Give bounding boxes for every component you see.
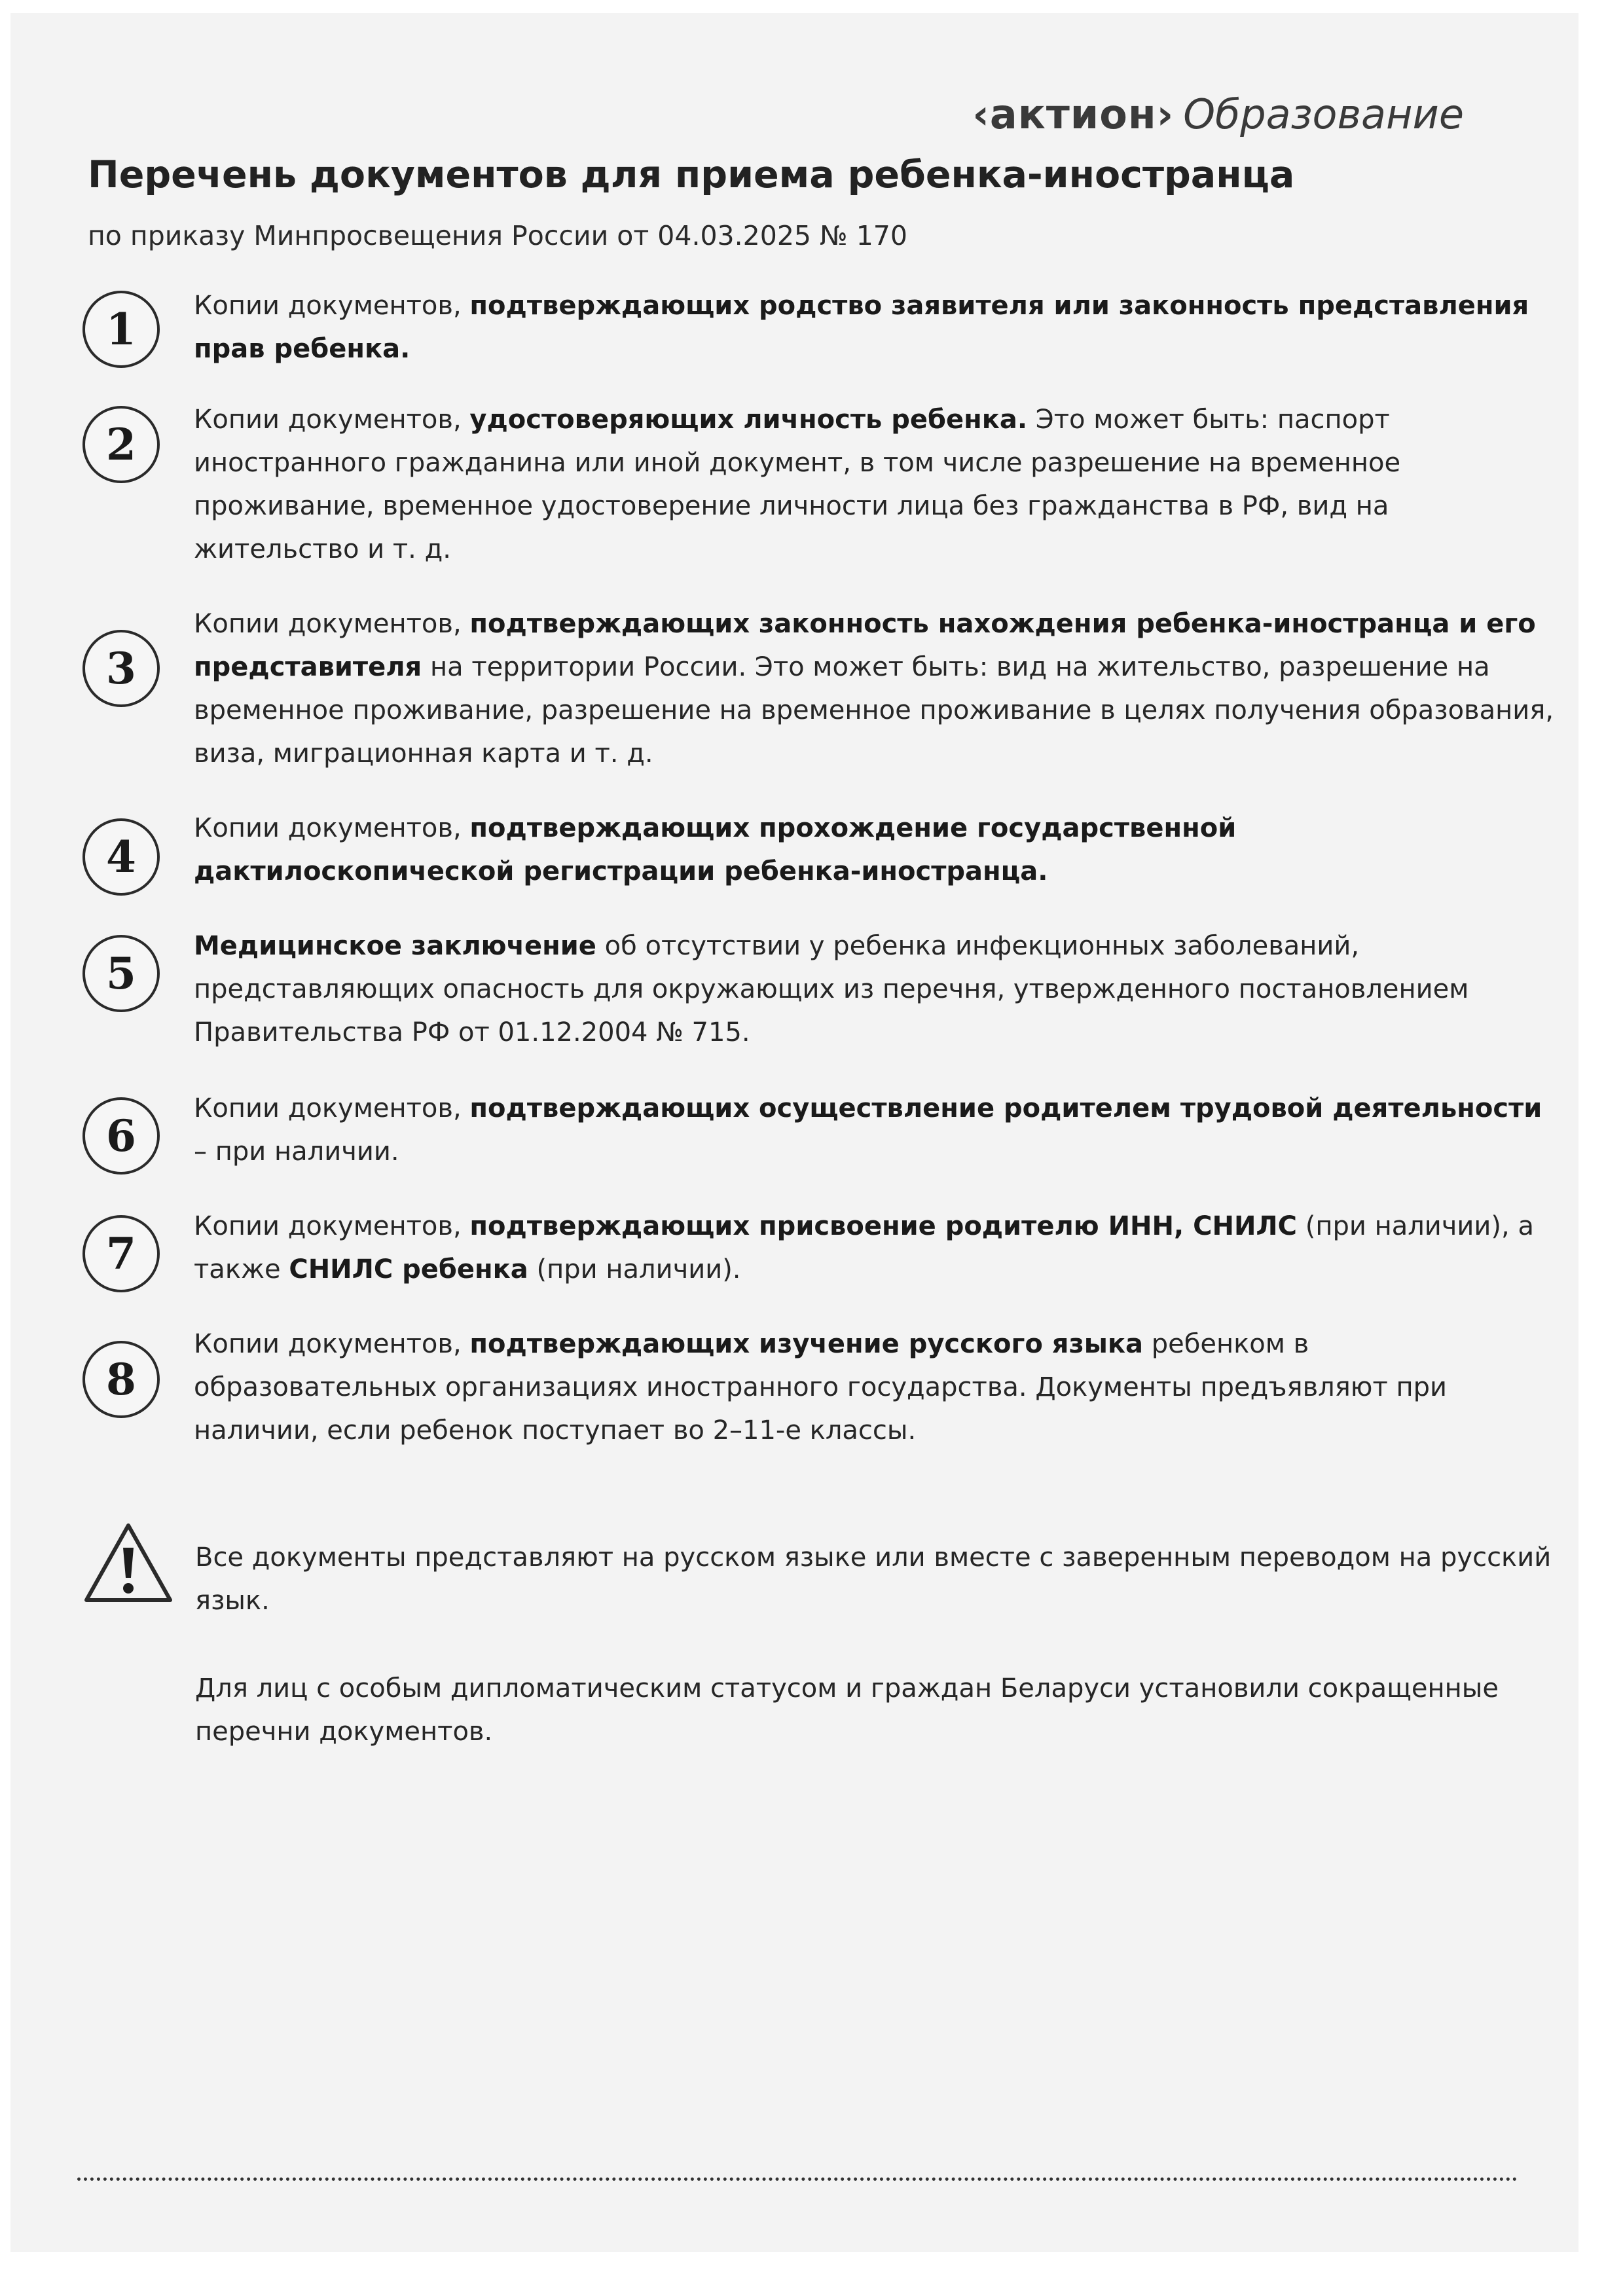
- document-sheet: [10, 13, 1578, 2252]
- item-bold: подтверждающих осуществление родителем трудовой деятельности: [469, 1093, 1542, 1123]
- warning-icon: [82, 1520, 174, 1605]
- item-prefix: Копии документов,: [194, 1093, 470, 1123]
- number-badge-3: 3: [82, 630, 160, 707]
- item-prefix: Копии документов,: [194, 609, 470, 639]
- number-badge-7: 7: [82, 1215, 160, 1292]
- item-prefix: Копии документов,: [194, 1329, 470, 1359]
- item-prefix: Копии документов,: [194, 291, 470, 321]
- number-badge-1: 1: [82, 291, 160, 368]
- number-badge-2: 2: [82, 406, 160, 483]
- number-badge-4: 4: [82, 818, 160, 896]
- item-suffix: (при наличии).: [528, 1254, 741, 1285]
- list-item-text-1: [194, 284, 1556, 371]
- item-suffix: Это может быть: паспорт иностранного гражданина или иной документ, в том числе разрешение на временное проживание, временное удостоверение личности лица без гражданства в РФ, вид на жительство и т. д.: [194, 405, 1401, 564]
- brand-name: ‹актион›: [972, 90, 1175, 138]
- list-item-text-2: [194, 398, 1556, 571]
- item-prefix: Копии документов,: [194, 1211, 470, 1241]
- page-title: Перечень документов для приема ребенка-иностранца: [88, 153, 1295, 196]
- number-badge-6: 6: [82, 1097, 160, 1175]
- item-suffix: ребенком в образовательных организациях иностранного государства. Документы предъявляют при наличии, если ребенок поступает во 2–11-е классы.: [194, 1329, 1448, 1446]
- item-prefix: Копии документов,: [194, 813, 470, 843]
- item-bold: подтверждающих прохождение государственной дактилоскопической регистрации ребенка-иностранца.: [194, 813, 1237, 886]
- list-item-text-3: [194, 602, 1556, 775]
- item-bold: подтверждающих присвоение родителю ИНН, СНИЛС: [469, 1211, 1297, 1241]
- list-item-text-8: [194, 1322, 1556, 1452]
- item-bold: подтверждающих родство заявителя или законность представления прав ребенка.: [194, 291, 1529, 364]
- number-badge-8: 8: [82, 1341, 160, 1418]
- item-bold: удостоверяющих личность ребенка.: [469, 405, 1028, 435]
- item-suffix: (при наличии), а также: [194, 1211, 1534, 1285]
- list-item-text-6: [194, 1087, 1556, 1173]
- item-suffix: на территории России. Это может быть: вид на жительство, разрешение на временное проживание, разрешение на временное проживание в целях получения образования, виза, миграционная карта и т. д.: [194, 652, 1554, 769]
- item-bold: Медицинское заключение: [194, 931, 596, 961]
- brand-subtitle: Образование: [1183, 90, 1464, 138]
- list-item-text-4: [194, 807, 1556, 893]
- number-badge-5: 5: [82, 935, 160, 1012]
- note-paragraph-2: Для лиц с особым дипломатическим статусом и граждан Беларуси установили сокращенные перечни документов.: [195, 1673, 1499, 1747]
- item-bold: подтверждающих законность нахождения ребенка-иностранца и его представителя: [194, 609, 1536, 682]
- brand-logo: [972, 90, 1464, 138]
- dotted-divider: [77, 2178, 1518, 2181]
- item-suffix: об отсутствии у ребенка инфекционных заболеваний, представляющих опасность для окружающих из перечня, утвержденного постановлением Правительства РФ от 01.12.2004 № 715.: [194, 931, 1469, 1048]
- item-bold: СНИЛС ребенка: [289, 1254, 528, 1285]
- item-bold: подтверждающих изучение русского языка: [469, 1329, 1143, 1359]
- item-suffix: – при наличии.: [194, 1137, 399, 1167]
- list-item-text-7: [194, 1205, 1556, 1291]
- item-prefix: Копии документов,: [194, 405, 470, 435]
- note-paragraph-1: Все документы представляют на русском языке или вместе с заверенным переводом на русский язык.: [195, 1542, 1552, 1616]
- page-subtitle: по приказу Минпросвещения России от 04.03.2025 № 170: [88, 220, 907, 251]
- list-item-text-5: [194, 924, 1556, 1054]
